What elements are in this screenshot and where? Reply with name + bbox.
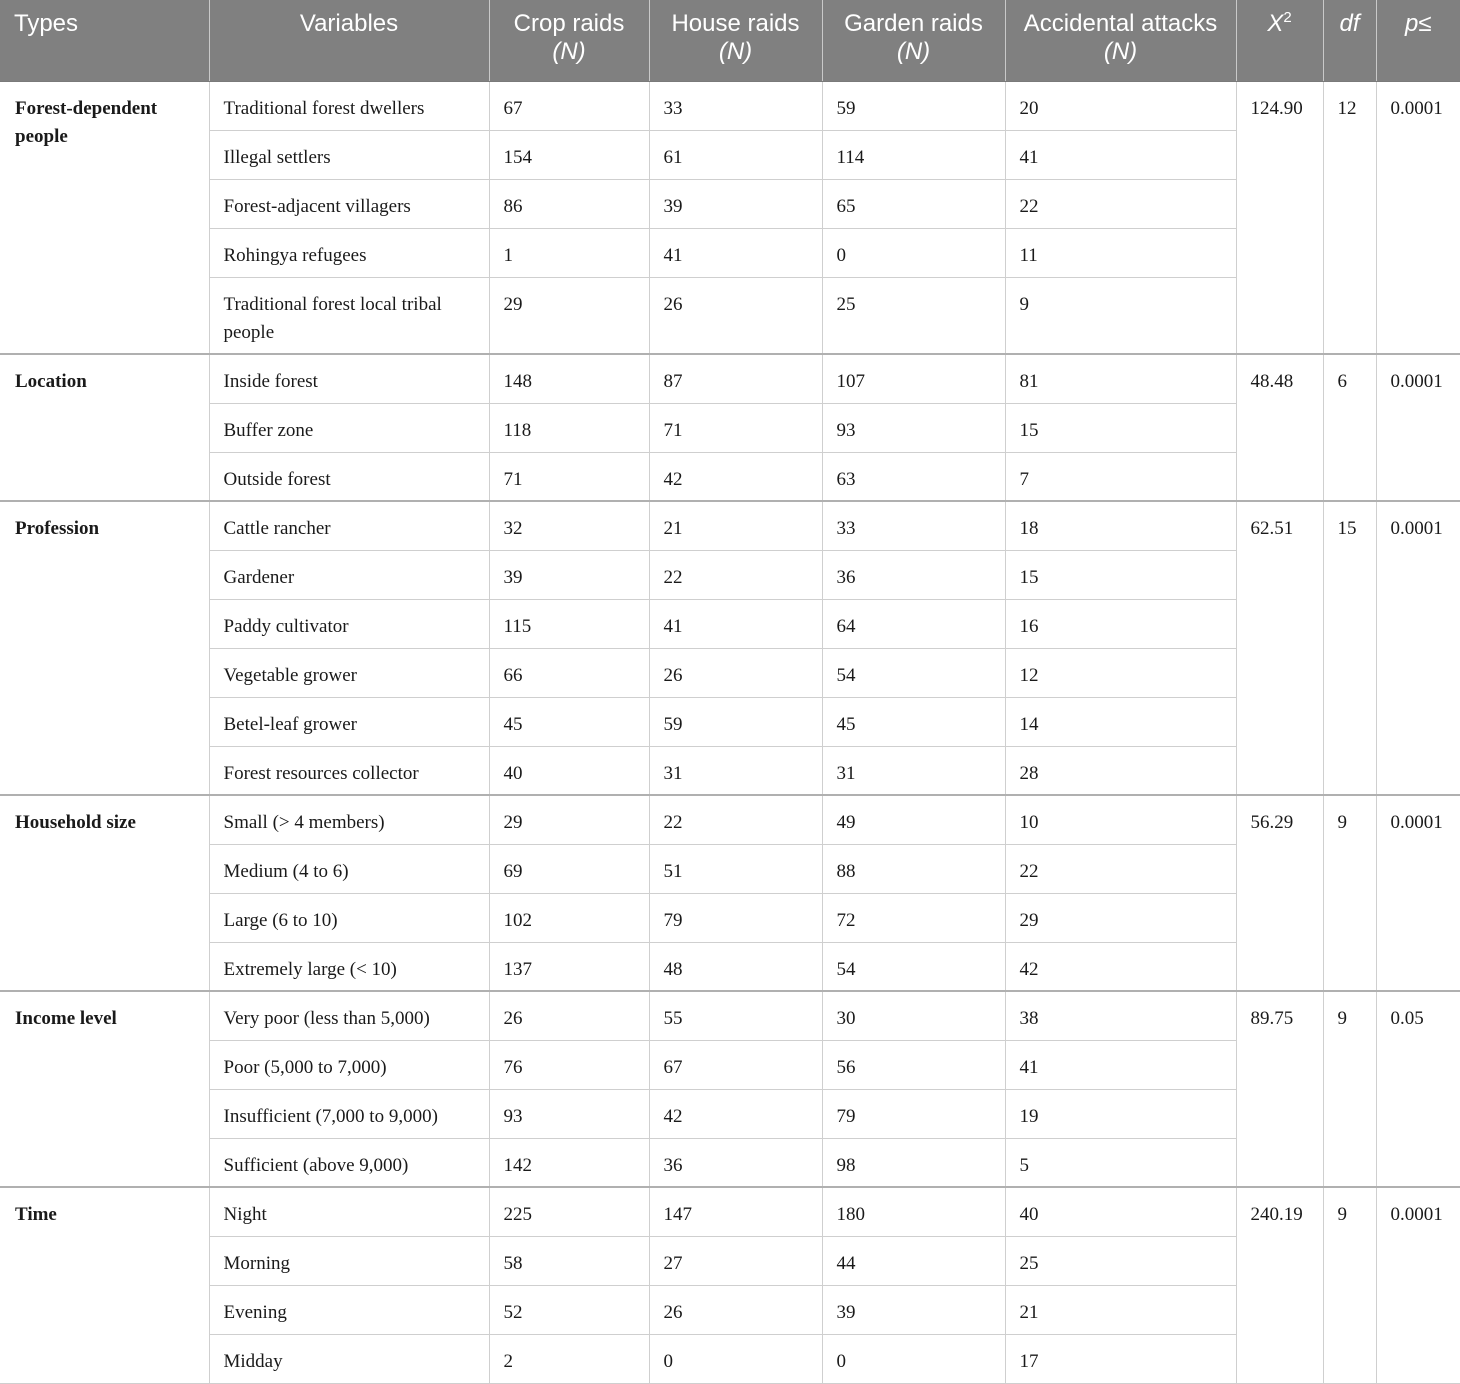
table-row xyxy=(0,501,1460,550)
variable-cell: Inside forest xyxy=(209,354,489,403)
accidental-value: 20 xyxy=(1005,81,1236,130)
variable-cell: Night xyxy=(209,1187,489,1236)
df-value: 15 xyxy=(1323,501,1376,795)
variable-cell: Poor (5,000 to 7,000) xyxy=(209,1040,489,1089)
group-type-label: Profession xyxy=(0,501,209,795)
house-value: 22 xyxy=(649,550,822,599)
house-value: 26 xyxy=(649,648,822,697)
group-type-label: Income level xyxy=(0,991,209,1187)
header-p: p≤ xyxy=(1376,0,1460,81)
house-value: 36 xyxy=(649,1138,822,1187)
accidental-value: 22 xyxy=(1005,179,1236,228)
house-value: 59 xyxy=(649,697,822,746)
accidental-value: 15 xyxy=(1005,403,1236,452)
df-value: 6 xyxy=(1323,354,1376,501)
crop-value: 137 xyxy=(489,942,649,991)
header-accidental-attacks: Accidental attacks (N) xyxy=(1005,0,1236,81)
variable-cell: Betel-leaf grower xyxy=(209,697,489,746)
garden-value: 93 xyxy=(822,403,1005,452)
crop-value: 39 xyxy=(489,550,649,599)
variable-cell: Traditional forest dwellers xyxy=(209,81,489,130)
house-value: 22 xyxy=(649,795,822,844)
garden-value: 59 xyxy=(822,81,1005,130)
house-value: 0 xyxy=(649,1334,822,1383)
header-variables: Variables xyxy=(209,0,489,81)
crop-value: 58 xyxy=(489,1236,649,1285)
chi-square-value: 48.48 xyxy=(1236,354,1323,501)
df-value: 9 xyxy=(1323,795,1376,991)
header-df: df xyxy=(1323,0,1376,81)
crop-value: 69 xyxy=(489,844,649,893)
garden-value: 88 xyxy=(822,844,1005,893)
garden-value: 49 xyxy=(822,795,1005,844)
header-row xyxy=(0,0,1460,81)
variable-cell: Gardener xyxy=(209,550,489,599)
house-value: 41 xyxy=(649,228,822,277)
garden-value: 72 xyxy=(822,893,1005,942)
accidental-value: 38 xyxy=(1005,991,1236,1040)
house-value: 79 xyxy=(649,893,822,942)
accidental-value: 28 xyxy=(1005,746,1236,795)
crop-value: 1 xyxy=(489,228,649,277)
variable-cell: Illegal settlers xyxy=(209,130,489,179)
variable-cell: Midday xyxy=(209,1334,489,1383)
garden-value: 79 xyxy=(822,1089,1005,1138)
garden-value: 63 xyxy=(822,452,1005,501)
p-value: 0.0001 xyxy=(1376,354,1460,501)
variable-cell: Extremely large (< 10) xyxy=(209,942,489,991)
variable-cell: Morning xyxy=(209,1236,489,1285)
crop-value: 32 xyxy=(489,501,649,550)
garden-value: 114 xyxy=(822,130,1005,179)
house-value: 39 xyxy=(649,179,822,228)
accidental-value: 7 xyxy=(1005,452,1236,501)
crop-value: 66 xyxy=(489,648,649,697)
house-value: 51 xyxy=(649,844,822,893)
house-value: 55 xyxy=(649,991,822,1040)
crop-value: 142 xyxy=(489,1138,649,1187)
house-value: 31 xyxy=(649,746,822,795)
accidental-value: 21 xyxy=(1005,1285,1236,1334)
crop-value: 102 xyxy=(489,893,649,942)
garden-value: 36 xyxy=(822,550,1005,599)
variable-cell: Vegetable grower xyxy=(209,648,489,697)
garden-value: 0 xyxy=(822,228,1005,277)
variable-cell: Very poor (less than 5,000) xyxy=(209,991,489,1040)
house-value: 147 xyxy=(649,1187,822,1236)
accidental-value: 5 xyxy=(1005,1138,1236,1187)
garden-value: 180 xyxy=(822,1187,1005,1236)
variable-cell: Paddy cultivator xyxy=(209,599,489,648)
group-type-label: Time xyxy=(0,1187,209,1383)
table-row xyxy=(0,354,1460,403)
accidental-value: 18 xyxy=(1005,501,1236,550)
p-value: 0.0001 xyxy=(1376,1187,1460,1383)
accidental-value: 41 xyxy=(1005,130,1236,179)
garden-value: 54 xyxy=(822,648,1005,697)
variable-cell: Traditional forest local tribal people xyxy=(209,277,489,354)
group-type-label: Location xyxy=(0,354,209,501)
house-value: 33 xyxy=(649,81,822,130)
house-value: 27 xyxy=(649,1236,822,1285)
garden-value: 0 xyxy=(822,1334,1005,1383)
df-value: 12 xyxy=(1323,81,1376,354)
group-type-label: Household size xyxy=(0,795,209,991)
crop-value: 118 xyxy=(489,403,649,452)
crop-value: 40 xyxy=(489,746,649,795)
accidental-value: 15 xyxy=(1005,550,1236,599)
accidental-value: 9 xyxy=(1005,277,1236,354)
variable-cell: Forest resources collector xyxy=(209,746,489,795)
accidental-value: 25 xyxy=(1005,1236,1236,1285)
crop-value: 86 xyxy=(489,179,649,228)
p-value: 0.05 xyxy=(1376,991,1460,1187)
chi-square-value: 89.75 xyxy=(1236,991,1323,1187)
p-value: 0.0001 xyxy=(1376,501,1460,795)
accidental-value: 41 xyxy=(1005,1040,1236,1089)
crop-value: 45 xyxy=(489,697,649,746)
p-value: 0.0001 xyxy=(1376,81,1460,354)
variable-cell: Outside forest xyxy=(209,452,489,501)
accidental-value: 16 xyxy=(1005,599,1236,648)
chi-square-value: 124.90 xyxy=(1236,81,1323,354)
chi-square-value: 62.51 xyxy=(1236,501,1323,795)
house-value: 21 xyxy=(649,501,822,550)
house-value: 42 xyxy=(649,1089,822,1138)
garden-value: 107 xyxy=(822,354,1005,403)
header-crop-raids: Crop raids (N) xyxy=(489,0,649,81)
crop-value: 29 xyxy=(489,277,649,354)
df-value: 9 xyxy=(1323,1187,1376,1383)
header-types: Types xyxy=(0,0,209,81)
table-row xyxy=(0,1187,1460,1236)
table-row xyxy=(0,795,1460,844)
table-row xyxy=(0,81,1460,130)
house-value: 71 xyxy=(649,403,822,452)
p-value: 0.0001 xyxy=(1376,795,1460,991)
crop-value: 76 xyxy=(489,1040,649,1089)
house-value: 67 xyxy=(649,1040,822,1089)
chi-square-value: 56.29 xyxy=(1236,795,1323,991)
variable-cell: Insufficient (7,000 to 9,000) xyxy=(209,1089,489,1138)
house-value: 26 xyxy=(649,1285,822,1334)
house-value: 61 xyxy=(649,130,822,179)
header-garden-raids: Garden raids (N) xyxy=(822,0,1005,81)
house-value: 42 xyxy=(649,452,822,501)
variable-cell: Buffer zone xyxy=(209,403,489,452)
crop-value: 52 xyxy=(489,1285,649,1334)
accidental-value: 17 xyxy=(1005,1334,1236,1383)
garden-value: 25 xyxy=(822,277,1005,354)
house-value: 41 xyxy=(649,599,822,648)
accidental-value: 42 xyxy=(1005,942,1236,991)
accidental-value: 81 xyxy=(1005,354,1236,403)
chi-square-value: 240.19 xyxy=(1236,1187,1323,1383)
group-type-label: Forest-dependent people xyxy=(0,81,209,354)
accidental-value: 12 xyxy=(1005,648,1236,697)
garden-value: 33 xyxy=(822,501,1005,550)
house-value: 48 xyxy=(649,942,822,991)
garden-value: 44 xyxy=(822,1236,1005,1285)
garden-value: 31 xyxy=(822,746,1005,795)
variable-cell: Cattle rancher xyxy=(209,501,489,550)
variable-cell: Sufficient (above 9,000) xyxy=(209,1138,489,1187)
header-chi-square: $X^2$ xyxy=(1236,0,1323,81)
variable-cell: Rohingya refugees xyxy=(209,228,489,277)
variable-cell: Evening xyxy=(209,1285,489,1334)
house-value: 26 xyxy=(649,277,822,354)
crop-value: 154 xyxy=(489,130,649,179)
table-body xyxy=(0,81,1460,1383)
variable-cell: Small (> 4 members) xyxy=(209,795,489,844)
crop-value: 225 xyxy=(489,1187,649,1236)
variable-cell: Large (6 to 10) xyxy=(209,893,489,942)
garden-value: 64 xyxy=(822,599,1005,648)
accidental-value: 10 xyxy=(1005,795,1236,844)
garden-value: 45 xyxy=(822,697,1005,746)
accidental-value: 22 xyxy=(1005,844,1236,893)
garden-value: 65 xyxy=(822,179,1005,228)
house-value: 87 xyxy=(649,354,822,403)
variable-cell: Forest-adjacent villagers xyxy=(209,179,489,228)
accidental-value: 29 xyxy=(1005,893,1236,942)
crop-value: 67 xyxy=(489,81,649,130)
crop-value: 71 xyxy=(489,452,649,501)
crop-value: 26 xyxy=(489,991,649,1040)
table-row xyxy=(0,991,1460,1040)
garden-value: 56 xyxy=(822,1040,1005,1089)
crop-value: 148 xyxy=(489,354,649,403)
crop-value: 2 xyxy=(489,1334,649,1383)
crop-value: 93 xyxy=(489,1089,649,1138)
garden-value: 39 xyxy=(822,1285,1005,1334)
crop-value: 29 xyxy=(489,795,649,844)
crop-value: 115 xyxy=(489,599,649,648)
accidental-value: 19 xyxy=(1005,1089,1236,1138)
header-house-raids: House raids (N) xyxy=(649,0,822,81)
garden-value: 98 xyxy=(822,1138,1005,1187)
accidental-value: 11 xyxy=(1005,228,1236,277)
variable-cell: Medium (4 to 6) xyxy=(209,844,489,893)
garden-value: 30 xyxy=(822,991,1005,1040)
df-value: 9 xyxy=(1323,991,1376,1187)
accidental-value: 40 xyxy=(1005,1187,1236,1236)
accidental-value: 14 xyxy=(1005,697,1236,746)
garden-value: 54 xyxy=(822,942,1005,991)
